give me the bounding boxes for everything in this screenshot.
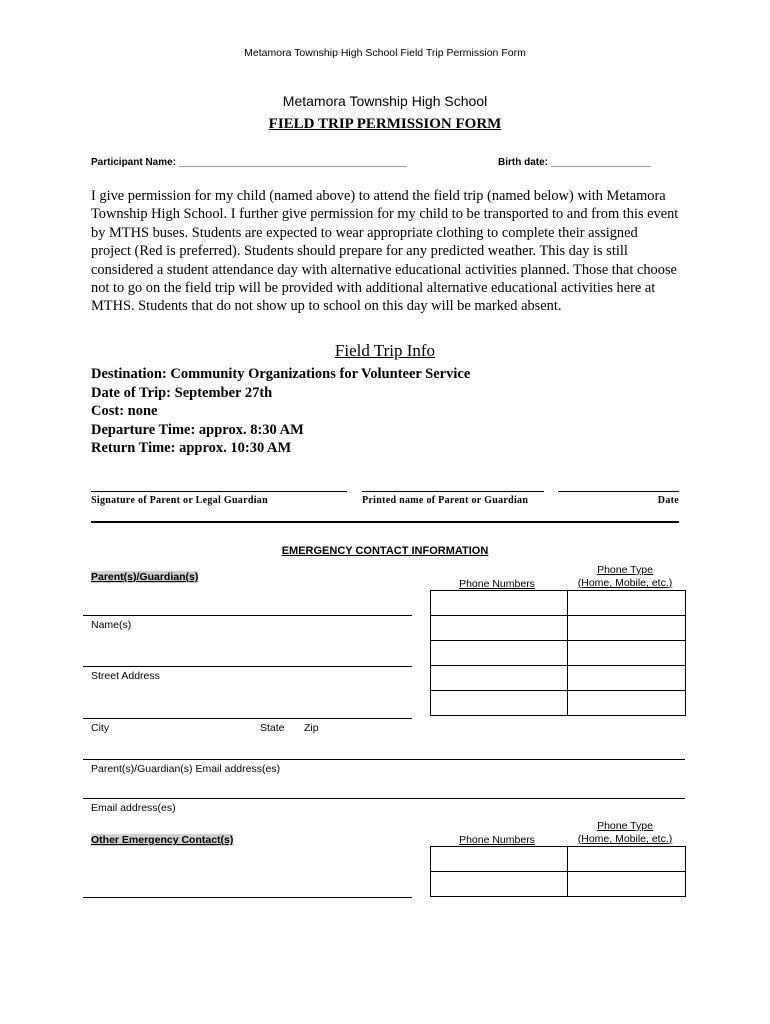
trip-date: Date of Trip: September 27th	[91, 384, 273, 401]
other-contact-line[interactable]	[83, 897, 412, 898]
other-contacts-heading: Other Emergency Contact(s)	[91, 834, 234, 846]
permission-paragraph: I give permission for my child (named above) to attend the field trip (named below) with Metamora Township High School. I further give permission for my child to be transported to and from this event by MTHS buses. Students are expected to wear appropriate clothing to complete their assigned project (Red is preferred). Students should prepare for any predicted weather. This day is still considered a student attendance day with alternative educational activities planned. Those that choose not to go on the field trip will be provided with additional alternative educational activities here at MTHS. Students that do not show up to school on this day will be marked absent.	[91, 188, 679, 315]
phone-number-cell[interactable]	[431, 591, 568, 616]
phone-type-cell[interactable]	[568, 872, 686, 897]
phone-number-cell[interactable]	[431, 641, 568, 666]
city-state-zip-line[interactable]	[83, 759, 685, 760]
street-address-line[interactable]	[83, 718, 412, 719]
section-divider	[91, 521, 679, 523]
phone-numbers-header: Phone Numbers	[459, 578, 535, 590]
parent-email-line[interactable]	[83, 798, 685, 799]
parent-signature-label: Signature of Parent or Legal Guardian	[91, 495, 268, 506]
parent-name-line[interactable]	[83, 615, 412, 616]
phone-type-cell[interactable]	[568, 616, 686, 641]
form-title: FIELD TRIP PERMISSION FORM	[268, 116, 502, 132]
other-phone-type-header: Phone Type (Home, Mobile, etc.)	[577, 820, 673, 845]
other-phone-table	[430, 846, 686, 897]
return-time: Return Time: approx. 10:30 AM	[91, 440, 292, 456]
date-line[interactable]	[558, 491, 679, 492]
phone-number-cell[interactable]	[431, 666, 568, 691]
participant-name-label: Participant Name:	[91, 157, 179, 168]
phone-number-cell[interactable]	[431, 691, 568, 716]
street-address-label: Street Address	[91, 670, 160, 682]
email-label: Email address(es)	[91, 802, 176, 814]
printed-name-label: Printed name of Parent or Guardian	[362, 495, 529, 506]
phone-number-cell[interactable]	[431, 847, 568, 872]
emergency-title: EMERGENCY CONTACT INFORMATION	[281, 545, 489, 557]
birth-date-field[interactable]	[498, 157, 651, 168]
birth-date-blank: __________________	[550, 157, 651, 168]
phone-type-cell[interactable]	[568, 591, 686, 616]
state-label: State	[260, 722, 285, 734]
phone-type-cell[interactable]	[568, 847, 686, 872]
printed-name-line[interactable]	[362, 491, 544, 492]
city-label: City	[91, 722, 110, 734]
parent-email-label: Parent(s)/Guardian(s) Email address(es)	[91, 763, 281, 775]
parent-signature-line[interactable]	[91, 491, 347, 492]
phone-type-header: Phone Type (Home, Mobile, etc.)	[577, 564, 673, 589]
participant-name-field[interactable]	[91, 157, 407, 168]
destination: Destination: Community Organizations for Volunteer Service	[91, 366, 471, 382]
trip-cost: Cost: none	[91, 403, 158, 419]
birth-date-label: Birth date:	[498, 157, 551, 168]
school-name: Metamora Township High School	[282, 93, 488, 109]
phone-type-cell[interactable]	[568, 691, 686, 716]
phone-number-cell[interactable]	[431, 616, 568, 641]
phone-type-cell[interactable]	[568, 666, 686, 691]
phone-number-cell[interactable]	[431, 872, 568, 897]
departure-time: Departure Time: approx. 8:30 AM	[91, 421, 304, 438]
other-phone-numbers-header: Phone Numbers	[459, 834, 535, 846]
field-trip-details	[91, 365, 470, 458]
parents-guardians-heading: Parent(s)/Guardian(s)	[91, 571, 199, 583]
names-line[interactable]	[83, 666, 412, 667]
date-label: Date	[657, 495, 679, 506]
page-header: Metamora Township High School Field Trip Permission Form	[244, 47, 526, 59]
parent-phone-table	[430, 590, 686, 716]
phone-type-cell[interactable]	[568, 641, 686, 666]
names-label: Name(s)	[91, 619, 132, 631]
field-trip-info-heading: Field Trip Info	[334, 341, 436, 360]
participant-name-blank: _________________________________________	[178, 157, 407, 168]
zip-label: Zip	[304, 722, 319, 734]
